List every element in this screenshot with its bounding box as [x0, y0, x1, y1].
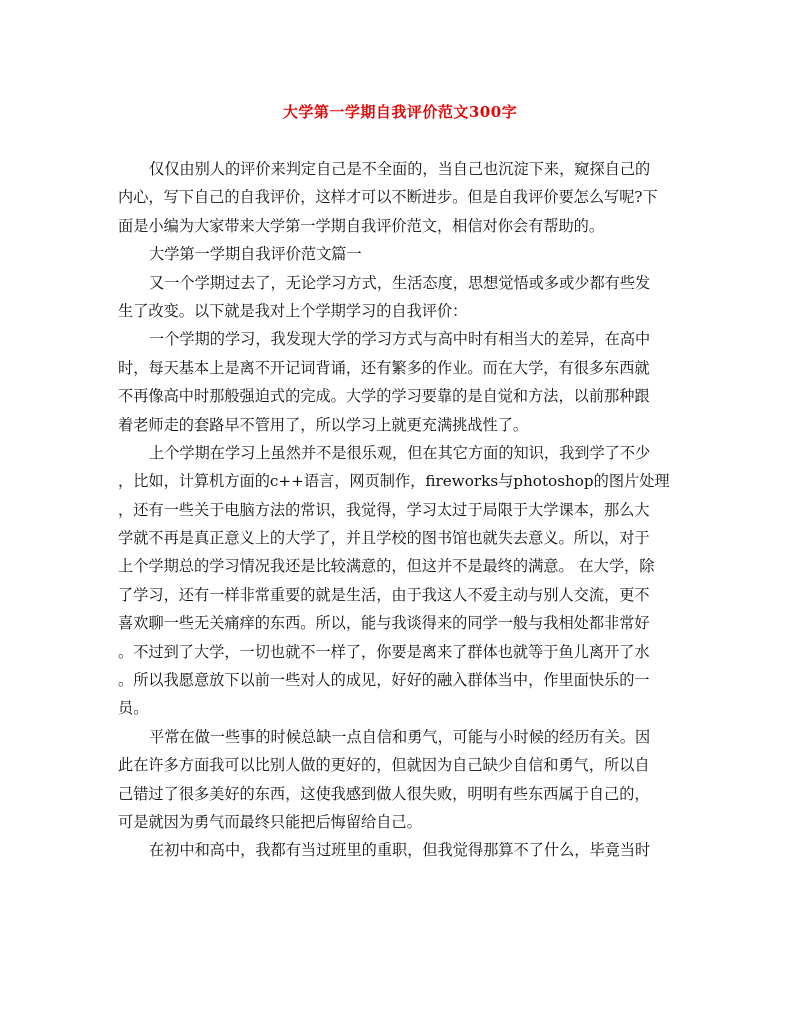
text-line: 面是小编为大家带来大学第一学期自我评价范文，相信对你会有帮助的。: [118, 216, 604, 235]
text-line: 上个学期总的学习情况我还是比较满意的，但这并不是最终的满意。 在大学，除: [118, 557, 655, 576]
text-line: 时，每天基本上是离不开记词背诵，还有繁多的作业。而在大学，有很多东西就: [118, 358, 650, 377]
text-line: 不再像高中时那般强迫式的完成。大学的学习要靠的是自觉和方法，以前那种跟: [118, 387, 650, 406]
text-line: 。所以我愿意放下以前一些对人的成见，好好的融入群体当中，作里面快乐的一: [118, 671, 650, 690]
text-line: 仅仅由别人的评价来判定自己是不全面的，当自己也沉淀下来，窥探自己的: [149, 160, 651, 178]
document-body: [118, 155, 684, 865]
text-line: 。不过到了大学，一切也就不一样了，你要是离来了群体也就等于鱼儿离开了水: [118, 642, 650, 661]
text-line: 内心，写下自己的自我评价，这样才可以不断进步。但是自我评价要怎么写呢?下: [118, 188, 658, 207]
text-line: 一个学期的学习，我发现大学的学习方式与高中时有相当大的差异，在高中: [149, 330, 651, 349]
text-line: 着老师走的套路早不管用了，所以学习上就更充满挑战性了。: [118, 415, 529, 434]
text-line: 在初中和高中，我都有当过班里的重职，但我觉得那算不了什么，毕竟当时: [149, 841, 651, 860]
text-line: 员。: [118, 699, 149, 718]
text-line: 己错过了很多美好的东西，这使我感到做人很失败，明明有些东西属于自己的，: [118, 784, 650, 803]
text-line: 喜欢聊一些无关痛痒的东西。所以，能与我谈得来的同学一般与我相处都非常好: [118, 614, 650, 633]
text-line: 平常在做一些事的时候总缺一点自信和勇气，可能与小时候的经历有关。因: [149, 727, 651, 746]
document-title: 大学第一学期自我评价范文300字: [282, 103, 518, 121]
text-line: 了学习，还有一样非常重要的就是生活，由于我这人不爱主动与别人交流，更不: [118, 585, 650, 604]
text-line: 又一个学期过去了，无论学习方式，生活态度，思想觉悟或多或少都有些发: [149, 273, 651, 292]
text-line: 生了改变。以下就是我对上个学期学习的自我评价：: [118, 301, 468, 320]
text-line: 学就不再是真正意义上的大学了，并且学校的图书馆也就失去意义。所以，对于: [118, 529, 650, 548]
text-line: 大学第一学期自我评价范文篇一: [149, 245, 362, 264]
text-line: 此在许多方面我可以比别人做的更好的，但就因为自己缺少自信和勇气，所以自: [118, 756, 650, 775]
text-line: ，还有一些关于电脑方法的常识，我觉得，学习太过于局限于大学课本，那么大: [118, 500, 650, 519]
text-line: ，比如，计算机方面的c++语言，网页制作，fireworks与photoshop的图片处理: [118, 472, 670, 491]
text-line: 可是就因为勇气而最终只能把后悔留给自己。: [118, 812, 422, 831]
text-line: 上个学期在学习上虽然并不是很乐观，但在其它方面的知识，我到学了不少: [149, 443, 651, 462]
